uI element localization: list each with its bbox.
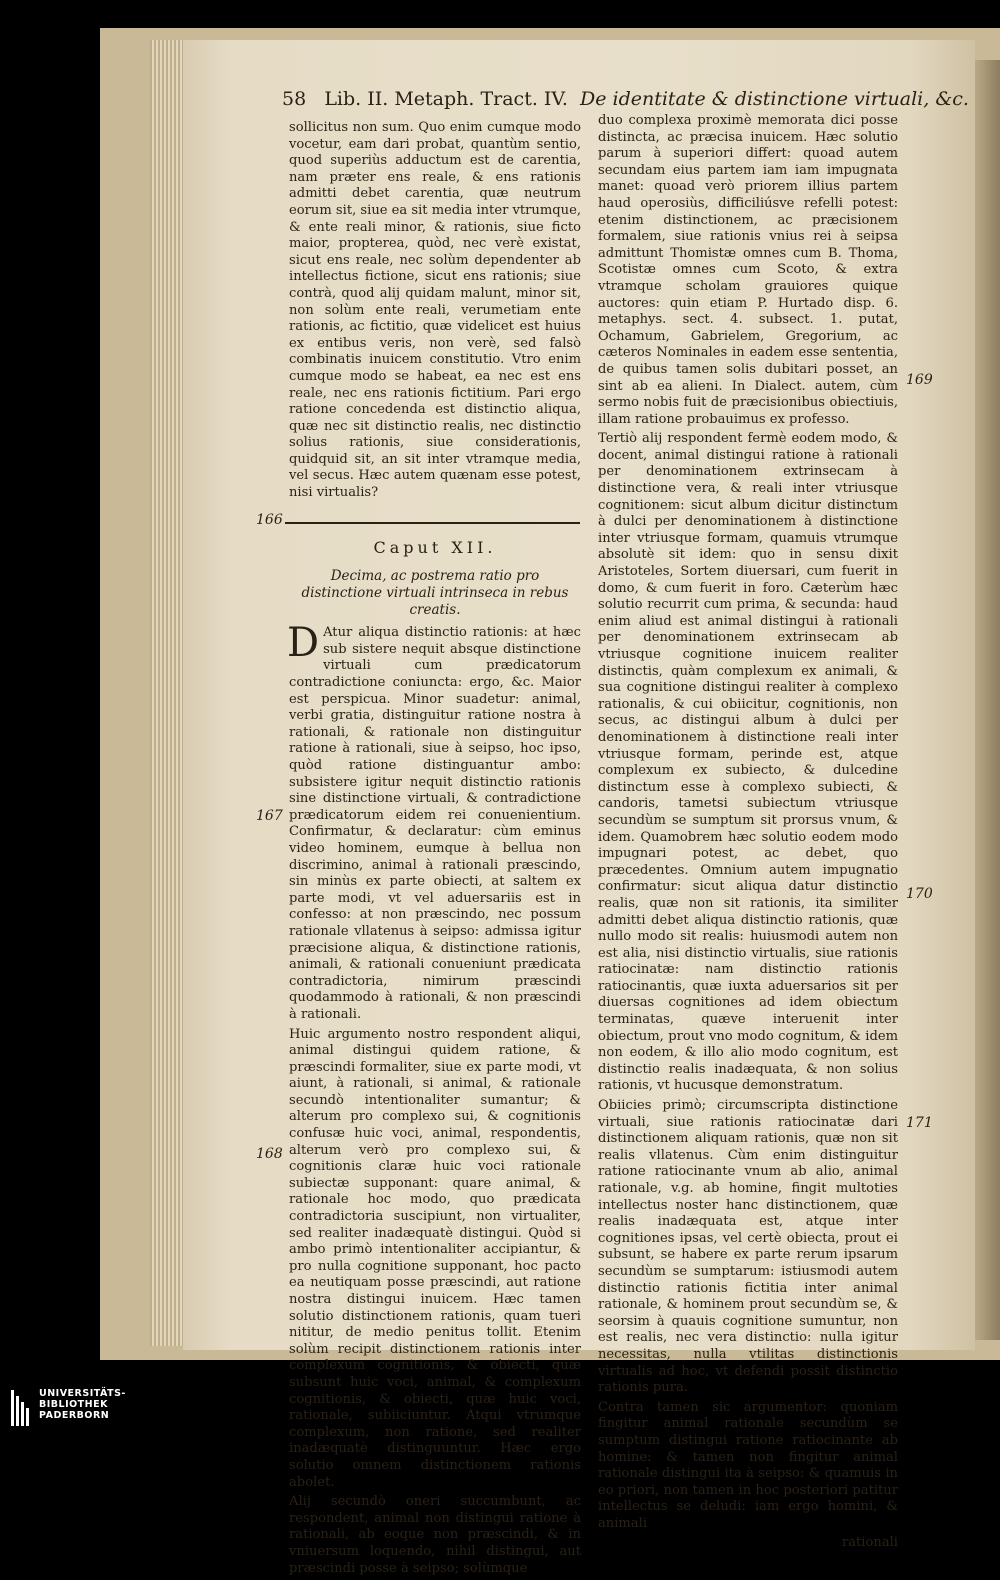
paragraph-168-continued: duo complexa proximè memorata dici posse distincta, ac præcisa inuicem. Hæc solutio parum à superiori differt: quoad autem secundam eius partem iam iam impugnata manet: quoad verò priorem illius partem haud operosiùs, difficiliúsve refelli potest: etenim distinctionem, ac præcisionem formalem, siue rationis vnius rei à seipsa admittunt Thomistæ omnes cum B. Thoma, Scotistæ omnes cum Scoto, & extra vtramque scholam grauiores quique auctores: quin etiam P. Hurtado disp. 6. metaphys. sect. 4. subsect. 1. putat, Ochamum, Gabrielem, Gregorium, ac cæteros Nominales in eadem esse sententia, de quibus tamen solis dubitari posset, an sint ab ea alieni. In Dialect. autem, cùm sermo nobis fuit de præcisionibus obiectiuis, illam ratione probauimus ex professo.: [598, 113, 898, 427]
left-column: [289, 120, 581, 1580]
right-column: [598, 113, 898, 1555]
running-header: [282, 88, 969, 110]
paragraph-171: Contra tamen sic argumentor: quoniam fingitur animal rationale secundùm se sumptum distingui ratione ratiocinante ab homine: & tamen non fingitur animal rationale distingui ita à seipso: & quamuis in eo priori, non tamen in hoc posteriori patitur intellectus se deludi: iam ergo homini, & animali: [598, 1399, 898, 1531]
section-rule: [285, 522, 580, 524]
running-subtitle: De identitate & distinctione virtuali, &c.: [579, 88, 969, 110]
catchword: rationali: [841, 1535, 898, 1551]
margin-number-167: 167: [256, 808, 283, 824]
paragraph-167: Huic argumento nostro respondent aliqui, animal distingui quidem ratione, & præscindi formaliter, siue ex parte modi, vt aiunt, à rationali, si animal, & rationale secundò intentionaliter sumantur; & alterum pro complexo sui, & cognitionis confusæ huic voci, animal, respondentis, alterum verò pro complexo sui, & cognitionis claræ huic voci rationale subiectæ supponant: quare animal, & rationale hoc modo, quo prædicata contradictoria suscipiunt, non virtualiter, sed realiter inadæquatè distingui. Quòd si ambo primò intentionaliter accipiantur, & pro nulla cognitione supponant, hoc pacto ea neutiquam posse præscindi, aut ratione nostra distingui inuicem. Hæc tamen solutio distinctionem rationis, quam tueri nititur, de medio penitus tollit. Etenim solùm recipit distinctionem rationis inter complexum cognitionis, & obiecti, quæ subsunt huic voci, animal, & complexum cognitionis, & obiecti, quæ huic voci, rationale, subiiciuntur. Atqui vtrumque complexum, non ratione, sed realiter inadæquatè distinguuntur. Hæc ergo solutio omnem distinctionem rationis abolet.: [289, 1026, 581, 1490]
chapter-subtitle: Decima, ac postrema ratio pro distinctione virtuali intrinseca in rebus creatis.: [301, 568, 569, 619]
chapter-heading: Caput XII.: [373, 537, 497, 557]
paragraph-166-text: Atur aliqua distinctio rationis: at hæc sub sistere nequit absque distinctione virtuali cum prædicatorum contradictione coniuncta: ergo, &c. Maior est perspicua. Minor suadetur: animal, verbi gratia, distinguitur ratione nostra à rationali, & rationale non distinguitur ratione à rationali, siue à seipso, hoc ipso, quòd ratione distinguantur ambo: subsistere igitur nequit distinctio rationis sine distinctione virtuali, & contradictione prædicatorum eidem rei conuenientium. Confirmatur, & declaratur: cùm eminus video hominem, eumque à bellua non discrimino, animal à rationali præscindo, sin minùs ex parte obiecti, at saltem ex parte modi, vt vel aduersariis est in confesso: at non præscindo, nec possum rationale vllatenus à seipso: admissa igitur præcisione aliqua, & distinctione rationis, animali, & rationali conueniunt prædicata contradictoria, nimirum præscindi quodammodo à rationali, & non præscindi à rationali.: [289, 625, 581, 1022]
paragraph-168: Alij secundò oneri succumbunt, ac respondent, animal non distingui ratione à rationali, ab eoque non præscindi, & in vniuersum loquendo, nihil distingui, aut præscindi posse à seipso; solùmque: [289, 1494, 581, 1576]
library-logo-line1: UNIVERSITÄTS-: [39, 1388, 126, 1399]
library-logo-line3: PADERBORN: [39, 1410, 110, 1421]
running-title: Lib. II. Metaph. Tract. IV.: [324, 88, 568, 110]
margin-number-168: 168: [256, 1146, 283, 1162]
library-logo-text: [39, 1388, 126, 1421]
library-logo-line2: BIBLIOTHEK: [39, 1399, 108, 1410]
margin-number-170: 170: [906, 886, 933, 902]
page-number: 58: [282, 88, 307, 110]
paragraph-166: [287, 620, 581, 1023]
drop-cap: D: [287, 620, 320, 667]
margin-number-169: 169: [906, 372, 933, 388]
page-edges: [150, 40, 184, 1346]
margin-number-171: 171: [906, 1115, 933, 1131]
paragraph-169: Tertiò alij respondent fermè eodem modo, & docent, animal distingui ratione à rationali per denominationem extrinsecam à distinctione vera, & reali inter vtriusque cognitionem: sicut album dicitur distinctum à dulci per denominationem à distinctione inter vtriusque formam, quamuis vtrumque absolutè sit idem: quo in sensu dixit Aristoteles, Sortem diuersari, cum fuerit in domo, & cum fuerit in foro. Cæterùm hæc solutio recurrit cum prima, & secunda: haud enim aliud est animal distingui à rationali per denominationem extrinsecam ab vtriusque cognitione inuicem realiter distinctis, quàm complexum ex animali, & sua cognitione distingui realiter à complexo rationalis, & cui obiicitur, cognitionis, non secus, ac distingui album à dulci per denominationem à distinctione reali inter vtriusque formam, perinde est, atque complexum ex subiecto, & dulcedine distinctum esse à complexo subiecti, & candoris, tametsi subiectum vtriusque secundùm se sumptum sit prorsus vnum, & idem. Quamobrem hæc solutio eodem modo impugnari potest, ac debet, quo præcedentes. Omnium autem impugnatio confirmatur: sicut aliqua datur distinctio realis, quæ non sit rationis, ita similiter admitti debet aliqua distinctio rationis, quæ nullo modo sit realis: huiusmodi autem non est alia, nisi distinctio virtualis, siue rationis ratiocinatæ: nam distinctio rationis ratiocinantis, quæ iuxta aduersarios sit per diuersas cognitiones ad idem obiectum terminatas, quæve interuenit inter obiectum, prout vno modo cognitum, & idem non eodem, & illo alio modo cognitum, est distinctio realis inadæquata, & non solius rationis, vt hucusque demonstratum.: [598, 431, 898, 1094]
margin-number-166: 166: [256, 512, 283, 528]
paragraph-intro: sollicitus non sum. Quo enim cumque modo vocetur, eam dari probat, quantùm sentio, quod superiùs adductum est de carentia, nam præter ens reale, & ens rationis admitti debet carentia, quæ neutrum eorum sit, siue ea sit media inter vtrumque, & ente reali minor, & rationis, siue ficto maior, propterea, quòd, nec verè existat, sicut ens reale, nec solùm dependenter ab intellectus fictione, sicut ens rationis; siue contrà, quod alij quidam malunt, minor sit, non solùm ente reali, verumetiam ente rationis, ac fictitio, quæ videlicet est huius ex entibus veris, non verè, sed falsò combinatis inuicem constitutio. Vtro enim cumque modo se habeat, ea nec est ens reale, nec ens rationis fictitium. Pari ergo ratione concedenda est distinctio aliqua, quæ nec sit distinctio realis, nec distinctio solius rationis, siue considerationis, quidquid sit, an sit inter vtramque media, vel secus. Hæc autem quænam esse potest, nisi virtualis?: [289, 120, 581, 501]
library-logo-icon: [11, 1390, 33, 1426]
paragraph-170: Obiicies primò; circumscripta distinctione virtuali, siue rationis ratiocinatæ dari distinctionem aliquam rationis, quæ non sit realis vllatenus. Cùm enim distinguitur ratione ratiocinante vnum ab alio, animal rationale, v.g. ab homine, fingit multoties intellectus noster hanc distinctionem, quæ realis inadæquata est, atque inter cognitiones ipsas, vel certè obiecta, prout ei subsunt, se habere ex parte rerum ipsarum secundùm se sumptarum: istiusmodi autem distinctio rationis fictitia inter animal rationale, & hominem prout secundùm se, & seorsim à quauis cognitione sumuntur, non est realis, nec vera distinctio: nulla igitur necessitas, nulla vtilitas distinctionis virtualis ad hoc, vt defendi possit distinctio rationis pura.: [598, 1098, 898, 1396]
facing-page-edge: [975, 60, 1000, 1340]
